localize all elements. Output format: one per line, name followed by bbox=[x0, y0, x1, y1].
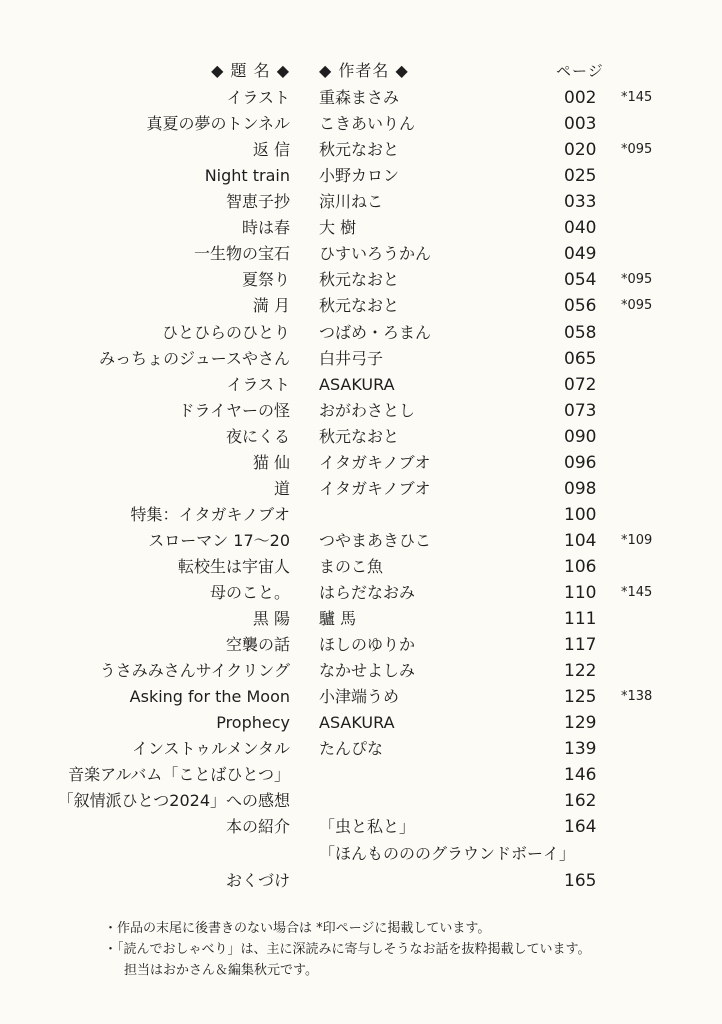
entry-title: Asking for the Moon bbox=[129, 687, 290, 707]
toc-row bbox=[0, 736, 722, 762]
entry-author: ASAKURA bbox=[319, 713, 395, 733]
entry-author: 小野カロン bbox=[319, 166, 400, 186]
toc-header bbox=[0, 58, 722, 84]
entry-page: 104 bbox=[564, 530, 597, 551]
toc-row bbox=[0, 293, 722, 319]
entry-title: 母のこと。 bbox=[209, 583, 290, 602]
toc-row bbox=[0, 580, 722, 606]
entry-title: 満 月 bbox=[252, 296, 290, 316]
entry-note: *095 bbox=[621, 142, 653, 158]
entry-author: 「ほんものののグラウンドボーイ」 bbox=[319, 843, 576, 863]
entry-page: 122 bbox=[564, 661, 597, 682]
footnote-1: ・作品の末尾に後書きのない場合は *印ページに掲載しています。 bbox=[104, 921, 491, 936]
toc-row bbox=[0, 111, 722, 137]
entry-page: 162 bbox=[564, 791, 597, 812]
entry-title: 返 信 bbox=[252, 140, 290, 160]
entry-note: *109 bbox=[621, 532, 653, 548]
entry-page: 002 bbox=[564, 88, 597, 108]
entry-page: 058 bbox=[564, 322, 597, 343]
toc-row bbox=[0, 528, 722, 554]
entry-title: うさみみさんサイクリング bbox=[99, 661, 290, 681]
entry-title: 猫 仙 bbox=[252, 452, 290, 472]
entry-title: 黒 陽 bbox=[252, 609, 290, 628]
entry-page: 106 bbox=[564, 556, 597, 577]
entry-page: 110 bbox=[564, 583, 597, 603]
entry-author: たんぴな bbox=[319, 739, 384, 759]
toc-row bbox=[0, 346, 722, 372]
entry-page: 111 bbox=[564, 609, 597, 629]
entry-author: おがわさとし bbox=[319, 400, 416, 420]
entry-author: 秋元なおと bbox=[319, 140, 400, 160]
entry-page: 033 bbox=[564, 192, 597, 213]
entry-title: 真夏の夢のトンネル bbox=[146, 114, 290, 133]
entry-page: 020 bbox=[564, 140, 597, 161]
entry-title: 空襲の話 bbox=[225, 635, 290, 655]
entry-note: *138 bbox=[621, 689, 653, 705]
page-column-header: ページ bbox=[556, 62, 604, 80]
entry-page: 090 bbox=[564, 426, 597, 447]
entry-title: イラスト bbox=[226, 374, 290, 394]
entry-page: 098 bbox=[564, 478, 597, 499]
entry-page: 125 bbox=[564, 687, 597, 708]
entry-page: 139 bbox=[564, 739, 597, 760]
entry-title: 道 bbox=[273, 478, 290, 498]
entry-title: 転校生は宇宙人 bbox=[177, 556, 290, 576]
toc-row bbox=[0, 606, 722, 632]
title-column-header: ◆ 題 名 ◆ bbox=[211, 61, 290, 80]
entry-page: 065 bbox=[564, 348, 597, 369]
toc-row bbox=[0, 814, 722, 840]
entry-page: 072 bbox=[564, 374, 597, 395]
entry-page: 049 bbox=[564, 244, 597, 265]
entry-title: Prophecy bbox=[216, 713, 290, 733]
toc-row bbox=[0, 137, 722, 163]
entry-author: なかせよしみ bbox=[319, 661, 416, 681]
toc-row bbox=[0, 85, 722, 111]
toc-row bbox=[0, 424, 722, 450]
entry-title: インストゥルメンタル bbox=[131, 739, 290, 759]
toc-row bbox=[0, 788, 722, 814]
entry-title: 夜にくる bbox=[225, 426, 290, 446]
entry-page: 073 bbox=[564, 400, 597, 421]
toc-row bbox=[0, 450, 722, 476]
toc-row bbox=[0, 841, 722, 867]
entry-title: 智恵子抄 bbox=[225, 192, 290, 212]
entry-page: 164 bbox=[564, 817, 597, 838]
entry-author: 秋元なおと bbox=[319, 270, 400, 290]
entry-note: *145 bbox=[621, 90, 653, 105]
entry-author: 「虫と私と」 bbox=[319, 817, 416, 837]
entry-note: *095 bbox=[621, 298, 653, 314]
entry-author: イタガキノブオ bbox=[319, 452, 431, 472]
entry-author: ひすいろうかん bbox=[319, 244, 432, 264]
footnote-3: 担当はおかさん＆編集秋元です。 bbox=[124, 963, 318, 978]
entry-author: 大 樹 bbox=[319, 218, 357, 238]
entry-title: おくづけ bbox=[225, 870, 290, 890]
entry-author: 驢 馬 bbox=[319, 609, 357, 628]
toc-row bbox=[0, 215, 722, 241]
author-column-header: ◆ 作者名 ◆ bbox=[319, 61, 409, 80]
entry-author: はらだなおみ bbox=[319, 583, 416, 602]
entry-note: *095 bbox=[621, 272, 653, 288]
toc-row bbox=[0, 163, 722, 189]
toc-row bbox=[0, 267, 722, 293]
entry-title: みっちょのジュースやさん bbox=[99, 348, 290, 368]
toc-row bbox=[0, 710, 722, 736]
entry-title: 音楽アルバム「ことばひとつ」 bbox=[68, 765, 290, 785]
entry-author: 秋元なおと bbox=[319, 296, 400, 316]
entry-title: 時は春 bbox=[241, 218, 290, 238]
entry-author: ほしのゆりか bbox=[319, 635, 416, 655]
entry-author: 涼川ねこ bbox=[319, 192, 384, 212]
entry-title: 本の紹介 bbox=[225, 817, 290, 837]
entry-author: 小津端うめ bbox=[319, 687, 400, 707]
toc-row bbox=[0, 241, 722, 267]
toc-row bbox=[0, 554, 722, 580]
entry-author: 重森まさみ bbox=[319, 88, 400, 107]
entry-page: 096 bbox=[564, 452, 597, 473]
toc-row bbox=[0, 502, 722, 528]
entry-page: 146 bbox=[564, 765, 597, 786]
entry-author: イタガキノブオ bbox=[319, 478, 431, 498]
footnotes bbox=[104, 918, 590, 981]
entry-page: 056 bbox=[564, 296, 597, 317]
entry-author: ASAKURA bbox=[319, 374, 395, 394]
entry-page: 040 bbox=[564, 218, 597, 239]
entry-page: 129 bbox=[564, 713, 597, 734]
toc-row bbox=[0, 684, 722, 710]
footnote-2: ・「読んでおしゃべり」は、主に深読みに寄与しそうなお話を抜粋掲載しています。 bbox=[104, 942, 591, 957]
entry-page: 003 bbox=[564, 114, 597, 134]
entry-title: スローマン 17〜20 bbox=[148, 530, 290, 550]
entry-title: Night train bbox=[204, 166, 290, 186]
toc-row bbox=[0, 868, 722, 894]
entry-author: 秋元なおと bbox=[319, 426, 400, 446]
entry-title: 一生物の宝石 bbox=[193, 244, 290, 264]
toc-row bbox=[0, 476, 722, 502]
toc-row bbox=[0, 372, 722, 398]
toc-row bbox=[0, 632, 722, 658]
toc-row bbox=[0, 320, 722, 346]
entry-note: *145 bbox=[621, 585, 653, 600]
entry-title: ひとひらのひとり bbox=[161, 322, 290, 342]
entry-page: 100 bbox=[564, 504, 597, 525]
entry-author: 白井弓子 bbox=[319, 348, 384, 368]
entry-title: ドライヤーの怪 bbox=[178, 400, 290, 420]
entry-title: 特集：イタガキノブオ bbox=[130, 504, 290, 524]
toc-row bbox=[0, 762, 722, 788]
entry-page: 054 bbox=[564, 270, 597, 291]
entry-title: 「叙情派ひとつ2024」への感想 bbox=[57, 791, 290, 811]
entry-page: 117 bbox=[564, 635, 597, 656]
entry-title: 夏祭り bbox=[241, 270, 290, 290]
entry-author: まのこ魚 bbox=[319, 556, 384, 576]
entry-author: こきあいりん bbox=[319, 114, 416, 133]
entry-page: 025 bbox=[564, 166, 597, 187]
toc-row bbox=[0, 189, 722, 215]
entry-author: つばめ・ろまん bbox=[319, 322, 432, 342]
toc-row bbox=[0, 658, 722, 684]
toc-row bbox=[0, 398, 722, 424]
entry-author: つやまあきひこ bbox=[319, 530, 432, 550]
entry-page: 165 bbox=[564, 870, 597, 891]
entry-title: イラスト bbox=[226, 88, 290, 107]
